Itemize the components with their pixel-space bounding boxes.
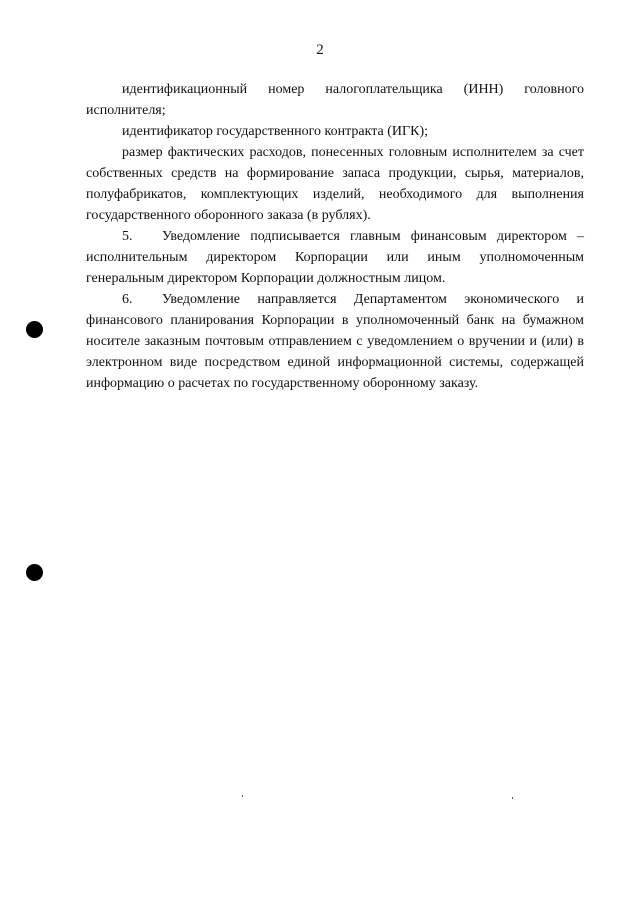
- document-body: [86, 79, 584, 394]
- paragraph-igk: [86, 121, 584, 142]
- paragraph-inn: [86, 79, 584, 121]
- paragraph-text: размер фактических расходов, понесенных головным исполнителем за счет собственных средств на формирование запаса продукции, сырья, материалов, полуфабрикатов, комплектующих изделий, необходимого для выполнения государственного оборонного заказа (в рублях).: [86, 145, 584, 223]
- paragraph-text: Уведомление направляется Департаментом экономического и финансового планирования Корпорации в уполномоченный банк на бумажном носителе заказным почтовым отправлением с уведомлением о вручении и (или) в электронном виде посредством единой информационной системы, содержащей информацию о расчетах по государственному оборонному заказу.: [86, 292, 584, 391]
- paragraph-text: идентификационный номер налогоплательщика (ИНН) головного исполнителя;: [86, 82, 584, 118]
- page-number: 2: [316, 42, 324, 58]
- punch-hole: [26, 564, 43, 581]
- scan-speck: [242, 795, 243, 797]
- paragraph-text: идентификатор государственного контракта (ИГК);: [122, 124, 429, 139]
- punch-hole: [26, 321, 43, 338]
- paragraph-expenses: [86, 142, 584, 226]
- paragraph-number: 5.: [122, 229, 133, 244]
- paragraph-5: [86, 226, 584, 289]
- paragraph-6: [86, 289, 584, 394]
- paragraph-number: 6.: [122, 292, 133, 307]
- scan-speck: [512, 797, 513, 799]
- paragraph-text: Уведомление подписывается главным финансовым директором – исполнительным директором Корпорации или иным уполномоченным генеральным директором Корпорации должностным лицом.: [86, 229, 584, 286]
